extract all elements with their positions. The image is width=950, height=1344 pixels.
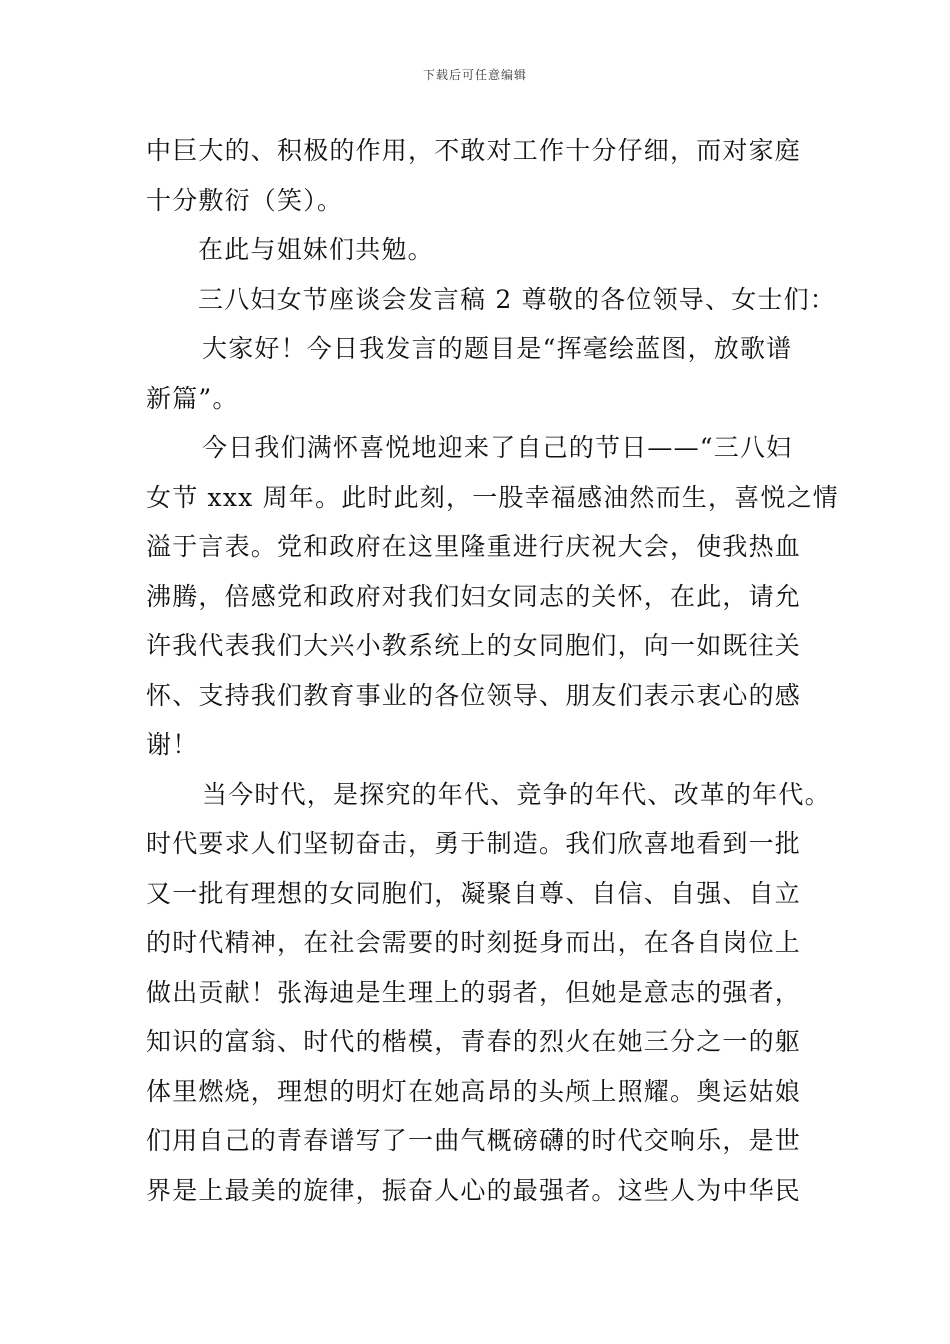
- text-line: 今日我们满怀喜悦地迎来了自己的节日——“三八妇: [202, 433, 793, 462]
- text-line: 怀、支持我们教育事业的各位领导、朋友们表示衷心的感: [146, 680, 802, 710]
- text-line: 三八妇女节座谈会发言稿 2 尊敬的各位领导、女士们：: [198, 284, 837, 314]
- text-line: 体里燃烧，理想的明灯在她高昂的头颅上照耀。奥运姑娘: [146, 1076, 802, 1106]
- text-line: 在此与姐妹们共勉。: [198, 235, 434, 264]
- page-header: 下载后可任意编辑: [422, 68, 527, 82]
- text-line: 许我代表我们大兴小教系统上的女同胞们，向一如既往关: [146, 631, 802, 660]
- text-line: 界是上最美的旋律，振奋人心的最强者。这些人为中华民: [146, 1175, 802, 1205]
- text-line: 中巨大的、积极的作用，不敢对工作十分仔细，而对家庭: [146, 136, 802, 165]
- text-line: 时代要求人们坚韧奋击，勇于制造。我们欣喜地看到一批: [146, 829, 802, 858]
- text-line: 们用自己的青春谱写了一曲气概磅礴的时代交响乐，是世: [146, 1126, 802, 1155]
- text-line: 又一批有理想的女同胞们，凝聚自尊、自信、自强、自立: [146, 878, 802, 908]
- text-line: 沸腾，倍感党和政府对我们妇女同志的关怀，在此，请允: [146, 581, 802, 611]
- text-line: 知识的富翁、时代的楷模，青春的烈火在她三分之一的躯: [146, 1027, 802, 1056]
- document-body: [146, 126, 839, 1215]
- text-line: 当今时代，是探究的年代、竞争的年代、改革的年代。: [202, 779, 831, 809]
- text-line: 大家好！今日我发言的题目是“挥毫绘蓝图，放歌谱: [202, 334, 793, 363]
- text-line: 溢于言表。党和政府在这里隆重进行庆祝大会，使我热血: [146, 532, 802, 561]
- text-line: 新篇”。: [146, 383, 239, 413]
- text-line: 的时代精神，在社会需要的时刻挺身而出，在各自岗位上: [146, 928, 802, 957]
- text-line: 做出贡献！张海迪是生理上的弱者，但她是意志的强者，: [146, 977, 802, 1007]
- text-line: 谢！: [146, 730, 199, 759]
- text-line: 十分敷衍（笑）。: [146, 185, 344, 215]
- text-line: 女节 xxx 周年。此时此刻，一股幸福感油然而生，喜悦之情: [146, 482, 839, 512]
